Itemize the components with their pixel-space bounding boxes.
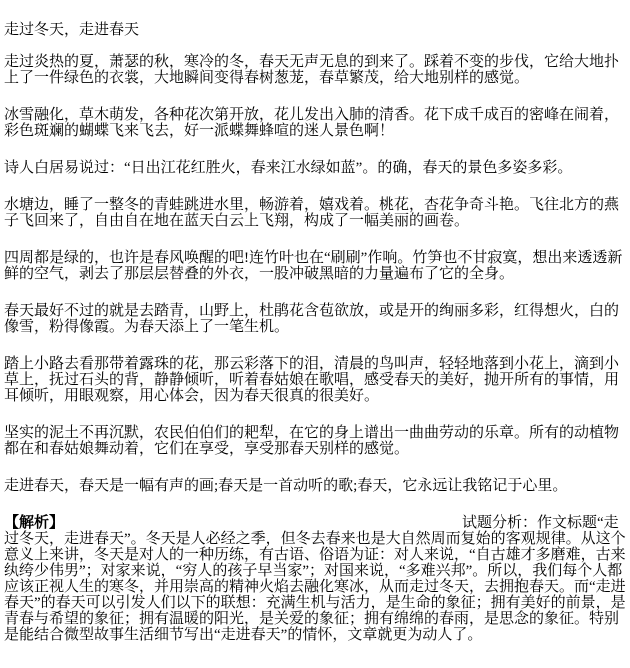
essay-paragraph-2: 冰雪融化，草木萌发，各种花次第开放，花儿发出入肺的清香。花下成千成百的密峰在闹着，彩色斑斓的蝴蝶飞来飞去，好一派蝶舞蜂喧的迷人景色啊！ bbox=[4, 107, 620, 139]
essay-paragraph-4: 水塘边，睡了一整冬的青蛙跳进水里，畅游着，嬉戏着。桃花，杏花争奇斗艳。飞往北方的燕子飞回来了，自由自在地在蓝天白云上飞翔，构成了一幅美丽的画卷。 bbox=[4, 197, 620, 229]
essay-paragraph-9: 走进春天，春天是一幅有声的画;春天是一首动听的歌;春天，它永远让我铭记于心里。 bbox=[4, 478, 568, 494]
analysis-body: 试题分析：作文标题“走过冬天，走进春天”。冬天是人必经之季，但冬去春来也是大自然周而复始的客观规律。从这个意义上来讲，冬天是对人的一种历练，有古语、俗语为证：对人来说，“自古雄才多磨难，古来纨绔少伟男”；对家来说，“穷人的孩子早当家”；对国来说，“多难兴邦”。所以，我们每个人都应该正视人生的寒冬，并用崇高的精神火焰去融化寒冰，从而走过冬天，去拥抱春天。而“走进春天”的春天可以引发人们以下的联想：充满生机与活力，是生命的象征；拥有美好的前景，是青春与希望的象征；拥有温暖的阳光，是关爱的象征；拥有绵绵的春雨，是思念的象征。特别是能结合微型故事生活细节写出“走进春天”的情怀，文章就更为动人了。 bbox=[4, 515, 626, 643]
analysis-label: 【解析】 bbox=[4, 515, 65, 531]
essay-paragraph-1: 走过炎热的夏，萧瑟的秋，寒冷的冬，春天无声无息的到来了。踩着不变的步伐，它给大地扑上了一件绿色的衣裳，大地瞬间变得春树葱茏，春草繁茂，给大地别样的感觉。 bbox=[4, 54, 620, 86]
essay-paragraph-3: 诗人白居易说过：“日出江花红胜火，春来江水绿如蓝”。的确，春天的景色多姿多彩。 bbox=[4, 160, 573, 176]
analysis-spacer bbox=[64, 526, 462, 527]
essay-paragraph-6: 春天最好不过的就是去踏青，山野上，杜鹃花含苞欲放，或是开的绚丽多彩，红得想火，白的像雪，粉得像霞。为春天添上了一笔生机。 bbox=[4, 303, 620, 335]
essay-title: 走过冬天，走进春天 bbox=[4, 22, 140, 38]
essay-paragraph-7: 踏上小路去看那带着露珠的花，那云彩落下的泪，清晨的鸟叫声，轻轻地落到小花上，滴到小草上，抚过石头的背，静静倾听，听着春姑娘在歌唱，感受春天的美好，抛开所有的事情，用耳倾听，用眼观察，用心体会，因为春天很真的很美好。 bbox=[4, 356, 620, 404]
analysis-paragraph bbox=[4, 515, 628, 643]
essay-paragraph-8: 坚实的泥土不再沉默，农民伯伯们的耙犁，在它的身上谱出一曲曲劳动的乐章。所有的动植物都在和春姑娘舞动着，它们在享受，享受那春天别样的感觉。 bbox=[4, 425, 620, 457]
essay-paragraph-5: 四周都是绿的，也许是春风唤醒的吧!连竹叶也在“刷刷”作响。竹笋也不甘寂寞，想出来透透新鲜的空气，剥去了那层层替叠的外衣，一股冲破黑暗的力量遍布了它的全身。 bbox=[4, 250, 623, 282]
